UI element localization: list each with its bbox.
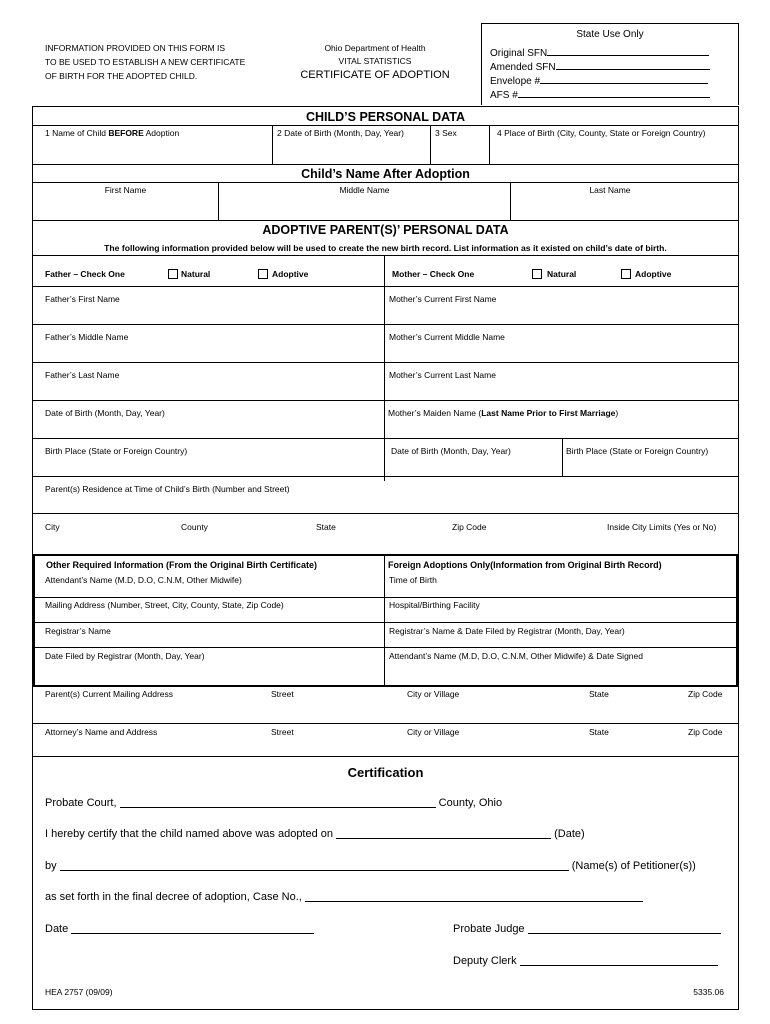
attorney-city-label: City or Village bbox=[407, 727, 460, 737]
first-name-label: First Name bbox=[104, 185, 147, 195]
original-sfn-field[interactable]: Original SFN bbox=[490, 45, 709, 59]
adoption-date-line: I hereby certify that the child named above was adopted on (Date) bbox=[45, 828, 585, 840]
name-before-adoption-field[interactable] bbox=[33, 126, 272, 164]
child-dob-label: 2 Date of Birth (Month, Day, Year) bbox=[277, 128, 404, 138]
parents-state-label: State bbox=[589, 689, 609, 699]
date-filed-field[interactable] bbox=[35, 648, 383, 685]
parents-zip-label: Zip Code bbox=[688, 689, 723, 699]
info-line-3: OF BIRTH FOR THE ADOPTED CHILD. bbox=[45, 71, 198, 81]
attorney-zip-label: Zip Code bbox=[688, 727, 723, 737]
divider bbox=[32, 164, 739, 165]
mother-natural-label: Natural bbox=[547, 269, 577, 279]
adoption-date-field[interactable] bbox=[336, 827, 551, 839]
form-title: CERTIFICATE OF ADOPTION bbox=[300, 69, 450, 81]
mother-dob-field[interactable] bbox=[385, 439, 561, 476]
attendant-signed-field[interactable] bbox=[385, 648, 736, 685]
parents-instructions: The following information provided below will be used to create the new birth record. List information as it existed on child’s date of birth. bbox=[104, 243, 667, 253]
mother-maiden-field[interactable] bbox=[385, 401, 738, 438]
attorney-street-label: Street bbox=[271, 727, 294, 737]
parents-mailing-field[interactable] bbox=[33, 688, 738, 723]
mother-check-label: Mother – Check One bbox=[392, 269, 475, 279]
after-first-name-field[interactable] bbox=[33, 183, 218, 219]
mailing-address-label: Mailing Address (Number, Street, City, County, State, Zip Code) bbox=[45, 600, 284, 610]
case-number-field[interactable] bbox=[305, 890, 643, 902]
mother-maiden-label: Mother’s Maiden Name (Last Name Prior to First Marriage) bbox=[388, 408, 619, 418]
father-adoptive-checkbox[interactable] bbox=[258, 269, 268, 279]
residence-city-label: City bbox=[45, 522, 60, 532]
registrar-label: Registrar’s Name bbox=[45, 626, 111, 636]
division-name: VITAL STATISTICS bbox=[338, 56, 412, 66]
child-sex-field[interactable] bbox=[431, 126, 489, 164]
father-check-label: Father – Check One bbox=[45, 269, 125, 279]
divider bbox=[32, 220, 739, 221]
father-natural-checkbox[interactable] bbox=[168, 269, 178, 279]
father-birthplace-field[interactable] bbox=[33, 439, 383, 476]
father-first-field[interactable] bbox=[33, 287, 383, 324]
other-info-heading: Other Required Information (From the Original Birth Certificate) bbox=[46, 560, 318, 570]
father-first-label: Father’s First Name bbox=[45, 294, 120, 304]
name-after-heading: Child’s Name After Adoption bbox=[301, 167, 470, 181]
place-of-birth-field[interactable] bbox=[490, 126, 738, 164]
attendant-signed-label: Attendant’s Name (M.D, D.O, C.N.M, Other Midwife) & Date Signed bbox=[389, 651, 643, 661]
residence-state-label: State bbox=[316, 522, 336, 532]
last-name-label: Last Name bbox=[589, 185, 631, 195]
probate-judge-field[interactable] bbox=[528, 922, 721, 934]
hospital-label: Hospital/Birthing Facility bbox=[389, 600, 480, 610]
mother-first-label: Mother’s Current First Name bbox=[389, 294, 497, 304]
father-last-label: Father’s Last Name bbox=[45, 370, 120, 380]
attorney-field[interactable] bbox=[33, 724, 738, 756]
form-code: 5335.06 bbox=[693, 987, 724, 997]
parents-heading: ADOPTIVE PARENT(S)’ PERSONAL DATA bbox=[262, 223, 509, 237]
after-middle-name-field[interactable] bbox=[219, 183, 510, 219]
child-sex-label: 3 Sex bbox=[435, 128, 457, 138]
father-middle-field[interactable] bbox=[33, 325, 383, 362]
father-last-field[interactable] bbox=[33, 363, 383, 400]
inside-city-limits-label: Inside City Limits (Yes or No) bbox=[607, 522, 717, 532]
certification-date-field[interactable] bbox=[71, 922, 314, 934]
form-number: HEA 2757 (09/09) bbox=[45, 987, 113, 997]
info-line-1: INFORMATION PROVIDED ON THIS FORM IS bbox=[45, 43, 226, 53]
amended-sfn-field[interactable]: Amended SFN bbox=[490, 59, 710, 73]
petitioners-line: by (Name(s) of Petitioner(s)) bbox=[45, 860, 696, 872]
mother-middle-field[interactable] bbox=[385, 325, 738, 362]
father-dob-field[interactable] bbox=[33, 401, 383, 438]
attendant-field[interactable] bbox=[35, 573, 383, 597]
probate-judge-line: Probate Judge bbox=[453, 922, 721, 936]
mother-adoptive-checkbox[interactable] bbox=[621, 269, 631, 279]
probate-court-field[interactable] bbox=[120, 796, 436, 808]
info-line-2: TO BE USED TO ESTABLISH A NEW CERTIFICATE bbox=[45, 57, 246, 67]
deputy-clerk-line: Deputy Clerk bbox=[453, 954, 718, 968]
department-name: Ohio Department of Health bbox=[324, 43, 426, 53]
state-use-title: State Use Only bbox=[576, 29, 644, 40]
hospital-field[interactable] bbox=[385, 598, 736, 622]
foreign-adoptions-heading: Foreign Adoptions Only(Information from Original Birth Record) bbox=[388, 560, 662, 570]
residence-label: Parent(s) Residence at Time of Child’s Birth (Number and Street) bbox=[45, 484, 290, 494]
mother-last-field[interactable] bbox=[385, 363, 738, 400]
residence-zip-label: Zip Code bbox=[452, 522, 487, 532]
divider bbox=[32, 255, 739, 256]
mother-adoptive-label: Adoptive bbox=[635, 269, 672, 279]
parents-street-label: Street bbox=[271, 689, 294, 699]
father-natural-label: Natural bbox=[181, 269, 211, 279]
mother-middle-label: Mother’s Current Middle Name bbox=[389, 332, 505, 342]
residence-city-row-field[interactable] bbox=[33, 514, 738, 553]
residence-county-label: County bbox=[181, 522, 208, 532]
mother-first-field[interactable] bbox=[385, 287, 738, 324]
father-birthplace-label: Birth Place (State or Foreign Country) bbox=[45, 446, 188, 456]
father-adoptive-label: Adoptive bbox=[272, 269, 309, 279]
middle-name-label: Middle Name bbox=[339, 185, 390, 195]
mother-birthplace-field[interactable] bbox=[563, 439, 738, 476]
case-number-line: as set forth in the final decree of adoption, Case No., bbox=[45, 890, 643, 904]
time-of-birth-label: Time of Birth bbox=[389, 575, 437, 585]
afs-field[interactable]: AFS # bbox=[490, 87, 710, 101]
mother-last-label: Mother’s Current Last Name bbox=[389, 370, 496, 380]
registrar-date-field[interactable] bbox=[385, 623, 736, 647]
attendant-label: Attendant’s Name (M.D, D.O, C.N.M, Other Midwife) bbox=[45, 575, 242, 585]
registrar-date-label: Registrar’s Name & Date Filed by Registrar (Month, Day, Year) bbox=[389, 626, 625, 636]
mother-dob-label: Date of Birth (Month, Day, Year) bbox=[391, 446, 511, 456]
place-of-birth-label: 4 Place of Birth (City, County, State or Foreign Country) bbox=[497, 128, 706, 138]
father-dob-label: Date of Birth (Month, Day, Year) bbox=[45, 408, 165, 418]
after-last-name-field[interactable] bbox=[511, 183, 738, 219]
probate-court-line: Probate Court, County, Ohio bbox=[45, 797, 503, 809]
parents-mailing-label: Parent(s) Current Mailing Address bbox=[45, 689, 174, 699]
mother-birthplace-label: Birth Place (State or Foreign Country) bbox=[566, 446, 709, 456]
parents-city-label: City or Village bbox=[407, 689, 460, 699]
time-of-birth-field[interactable] bbox=[385, 573, 736, 597]
deputy-clerk-field[interactable] bbox=[520, 954, 718, 966]
name-before-adoption-label: 1 Name of Child BEFORE Adoption bbox=[45, 128, 180, 138]
mother-natural-checkbox[interactable] bbox=[532, 269, 542, 279]
father-middle-label: Father’s Middle Name bbox=[45, 332, 129, 342]
date-filed-label: Date Filed by Registrar (Month, Day, Year) bbox=[45, 651, 205, 661]
child-dob-field[interactable] bbox=[273, 126, 430, 164]
attorney-state-label: State bbox=[589, 727, 609, 737]
certification-heading: Certification bbox=[347, 765, 424, 780]
residence-field[interactable] bbox=[33, 477, 738, 513]
child-data-heading: CHILD’S PERSONAL DATA bbox=[305, 110, 466, 124]
date-line: Date bbox=[45, 922, 314, 936]
mailing-address-field[interactable] bbox=[35, 598, 383, 622]
petitioners-field[interactable] bbox=[60, 859, 569, 871]
attorney-label: Attorney’s Name and Address bbox=[45, 727, 158, 737]
divider bbox=[32, 756, 739, 757]
envelope-field[interactable]: Envelope # bbox=[490, 73, 708, 87]
registrar-field[interactable] bbox=[35, 623, 383, 647]
